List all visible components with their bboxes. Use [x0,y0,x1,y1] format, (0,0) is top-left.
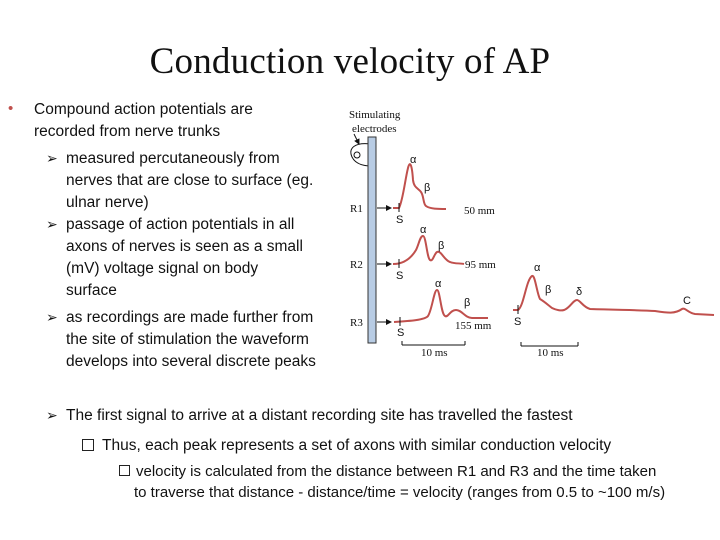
beta-label: β [545,284,552,296]
bullet-marker: • [8,100,14,117]
text-line: develops into several discrete peaks [66,353,316,370]
text-line: nerves that are close to surface (eg. [66,172,314,189]
r2-label: R2 [350,259,363,271]
s-label: S [396,270,404,282]
beta-label: β [424,182,431,194]
r2-trace [393,236,464,264]
arrow-bullet-icon: ➢ [46,216,58,232]
alpha-label: α [420,224,427,236]
s-label: S [396,214,404,226]
text-line: velocity is calculated from the distance between R1 and R3 and the time taken [136,463,657,480]
text-line: ulnar nerve) [66,194,149,211]
text-line: as recordings are made further from [66,309,314,326]
s-label: S [397,327,405,339]
c-label: C [683,295,691,307]
text-line: Compound action potentials are [34,101,253,118]
r2-distance: 95 mm [465,259,496,271]
text-line: passage of action potentials in all [66,216,295,233]
lower-sub-point: Thus, each peak represents a set of axons with similar conduction velocity [102,437,612,454]
text-line: the site of stimulation the waveform [66,331,309,348]
nerve-trunk [368,137,376,343]
arrow-bullet-icon: ➢ [46,150,58,166]
r1-label: R1 [350,203,363,215]
s-label: S [514,316,522,328]
electrode-icon [354,152,360,158]
alpha-label: α [435,278,442,290]
r1-trace [393,164,446,209]
text-line: measured percutaneously from [66,150,280,167]
stim-arrow [354,134,359,144]
text-line: (mV) voltage signal on body [66,260,259,277]
alpha-label: α [410,154,417,166]
scale-bar-label: 10 ms [421,347,448,359]
slide-title: Conduction velocity of AP [149,41,551,82]
stim-label: Stimulating [349,109,401,121]
r3-trace [394,290,488,322]
r3-distance: 155 mm [455,320,492,332]
delta-label: δ [576,286,583,298]
stim-label: electrodes [352,123,397,135]
lower-point: The first signal to arrive at a distant recording site has travelled the fastest [66,407,573,424]
scale-bar-label: 10 ms [537,347,564,359]
text-line: axons of nerves is seen as a small [66,238,303,255]
alpha-label: α [534,262,541,274]
r3-label: R3 [350,317,363,329]
arrow-bullet-icon: ➢ [46,407,58,423]
text-line: surface [66,282,117,299]
beta-label: β [438,240,445,252]
text-line: recorded from nerve trunks [34,123,221,140]
arrow-bullet-icon: ➢ [46,309,58,325]
text-line: to traverse that distance - distance/time = velocity (ranges from 0.5 to ~100 m/s) [134,484,666,501]
beta-label: β [464,297,471,309]
r1-distance: 50 mm [464,205,495,217]
